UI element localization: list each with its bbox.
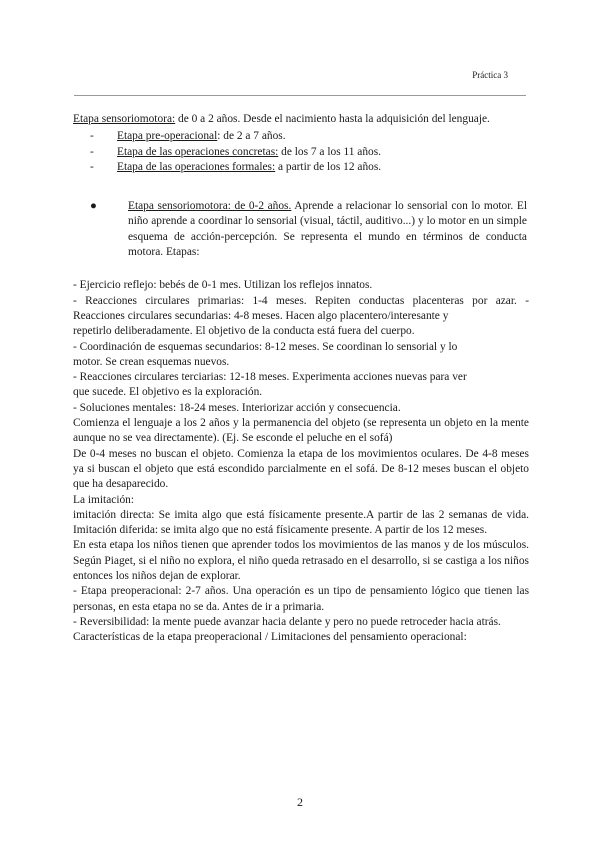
paragraph-movimientos: En esta etapa los niños tienen que aprender todos los movimientos de las manos y de los músculos. Según Piaget, si el niño no explora, el niño queda retrasado en el desarrollo, si se castiga a los niños entonces los niños dejan de explorar.: [73, 539, 529, 583]
intro-text: de 0 a 2 años. Desde el nacimiento hasta la adquisición del lenguaje.: [175, 113, 490, 125]
line-motor: motor. Se crean esquemas nuevos.: [73, 355, 230, 368]
line-soluciones: - Soluciones mentales: 18-24 meses. Interiorizar acción y consecuencia.: [73, 401, 401, 414]
paragraph-objeto: De 0-4 meses no buscan el objeto. Comienza la etapa de los movimientos oculares. De 4-8 meses ya si buscan el objeto que está escondido parcialmente en el sofá. De 8-12 meses buscan el objeto que ha desaparecido.: [73, 447, 529, 491]
line-coordinacion: - Coordinación de esquemas secundarios: 8-12 meses. Se coordinan lo sensorial y lo: [73, 340, 458, 353]
bullet-text: Aprende a relacionar lo sensorial con lo motor. El niño aprende a coordinar lo sensorial (visual, táctil, auditivo...) y lo motor en un simple esquema de acción-percepción. Se representa el mundo en términos de conducta motora. Etapas:: [128, 200, 527, 259]
page-header: [74, 68, 526, 96]
list-item: [73, 160, 529, 175]
paragraph-caracteristicas: Características de la etapa preoperacional / Limitaciones del pensamiento operacional:: [73, 631, 467, 644]
bullet-icon: ●: [90, 200, 97, 213]
bullet-title: Etapa sensoriomotora: de 0-2 años.: [128, 200, 292, 213]
header-rule: [74, 95, 526, 96]
line-exploracion: que sucede. El objetivo es la exploración.: [73, 386, 263, 399]
line-secundarias: Reacciones circulares secundarias: 4-8 meses. Hacen algo placentero/interesante y: [73, 309, 449, 322]
stage-title: Etapa de las operaciones concretas:: [117, 145, 279, 158]
stage-text: de los 7 a los 11 años.: [278, 145, 382, 158]
stage-title: Etapa de las operaciones formales:: [117, 160, 276, 173]
document-body: [73, 112, 529, 646]
stages-list: [73, 129, 529, 175]
dash-marker: -: [90, 130, 94, 143]
header-label: Práctica 3: [472, 70, 508, 80]
line-terciarias: - Reacciones circulares terciarias: 12-18 meses. Experimenta acciones nuevas para ver: [73, 371, 467, 384]
paragraph-preoperacional: - Etapa preoperacional: 2-7 años. Una operación es un tipo de pensamiento lógico que tienen las personas, en esta etapa no se da. Antes de ir a primaria.: [73, 585, 529, 613]
line-primarias: - Reacciones circulares primarias: 1-4 meses. Repiten conductas placenteras por azar. -: [73, 294, 529, 307]
line-reflejo: - Ejercicio reflejo: bebés de 0-1 mes. Utilizan los reflejos innatos.: [73, 279, 373, 292]
line-repetirlo: repetirlo deliberadamente. El objetivo de la conducta está fuera del cuerpo.: [73, 325, 415, 338]
intro-line: [73, 112, 529, 127]
sensorimotor-bullet: [73, 199, 529, 260]
intro-title: Etapa sensoriomotora:: [73, 113, 176, 125]
page-number: 2: [297, 795, 303, 809]
list-item: [73, 129, 529, 144]
stage-text: : de 2 a 7 años.: [217, 130, 286, 143]
list-item: [73, 145, 529, 160]
dash-marker: -: [90, 160, 94, 173]
stage-text: a partir de los 12 años.: [275, 160, 382, 173]
stage-title: Etapa pre-operacional: [117, 130, 218, 143]
paragraph-reversibilidad: - Reversibilidad: la mente puede avanzar hacia delante y pero no puede retroceder hacia atrás.: [73, 615, 501, 628]
dash-marker: -: [90, 145, 94, 158]
paragraph-imitacion: imitación directa: Se imita algo que está físicamente presente.A partir de las 2 semanas de vida. Imitación diferida: se imita algo que no está físicamente presente. A partir de los 12 meses.: [73, 508, 529, 537]
paragraph-lenguaje: Comienza el lenguaje a los 2 años y la permanencia del objeto (se representa un objeto en la mente aunque no se vea directamente). (Ej. Se esconde el peluche en el sofá): [73, 417, 529, 445]
imitacion-title: La imitación:: [73, 493, 135, 506]
